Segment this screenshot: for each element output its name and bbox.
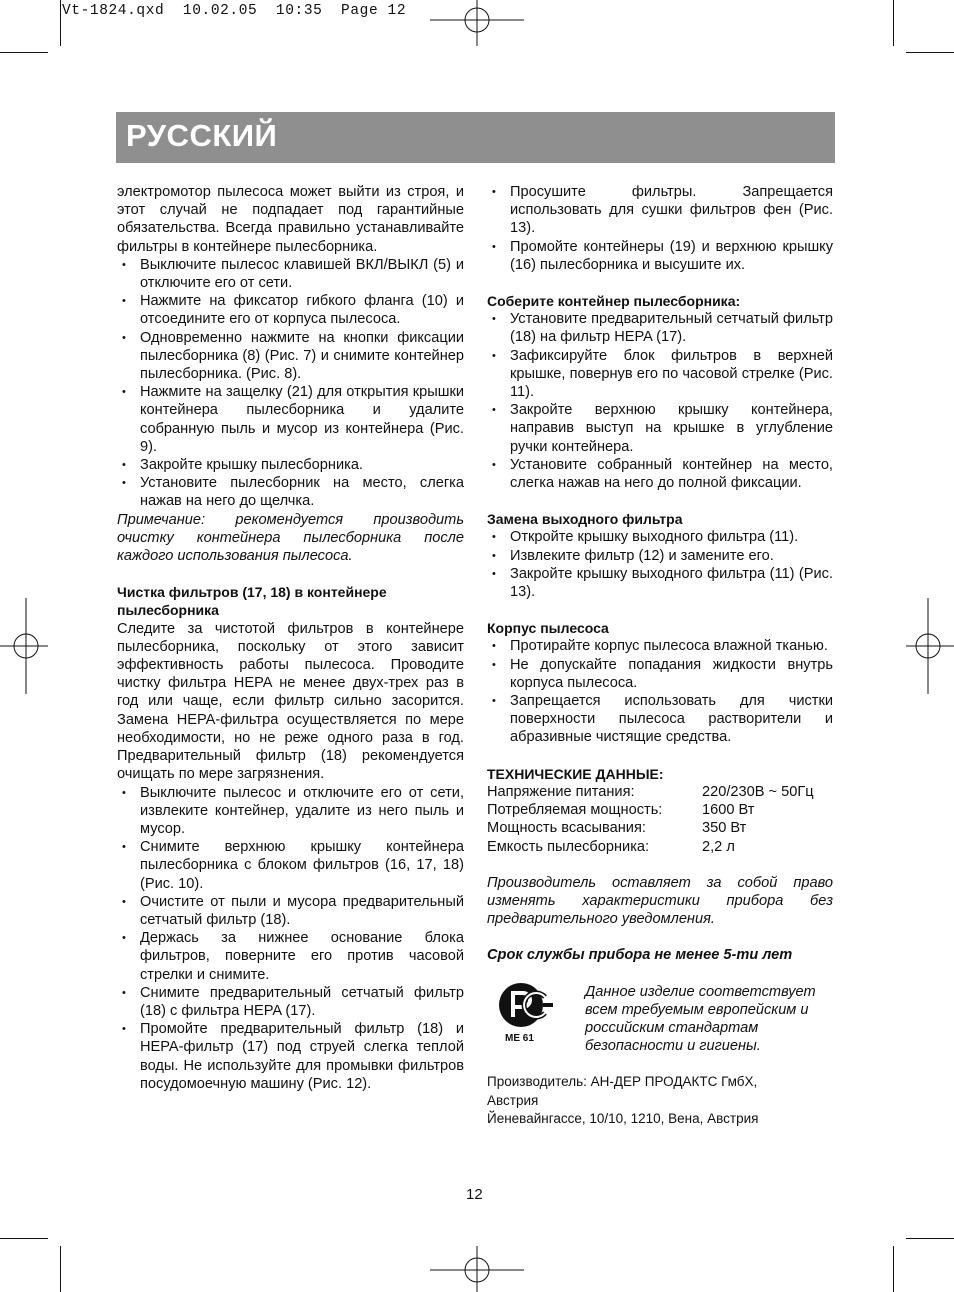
list-item: • Закройте крышку пылесборника. (117, 456, 464, 474)
crop-mark (906, 1238, 954, 1239)
page-number: 12 (466, 1186, 483, 1203)
print-slug: Vt-1824.qxd 10.02.05 10:35 Page 12 (62, 3, 407, 19)
crop-mark (0, 52, 48, 53)
list-item: • Просушите фильтры. Запрещается использовать для сушки фильтров фен (Рис. 13). (487, 183, 833, 238)
list-item: • Снимите предварительный сетчатый фильтр (18) с фильтра HEPA (17). (117, 984, 464, 1020)
crop-mark (60, 0, 61, 46)
list-item: • Установите пылесборник на место, слегка нажав на него до щелчка. (117, 474, 464, 510)
tech-data-heading: ТЕХНИЧЕСКИЕ ДАННЫЕ: (487, 765, 664, 782)
cert-code: ME 61 (505, 1032, 534, 1044)
intro-paragraph: электромотор пылесоса может выйти из строя, и этот случай не подпадает под гарантийные обязательства. Всегда правильно устанавливайте фильтры в контейнере пылесборника. (117, 184, 464, 255)
crop-mark (906, 52, 954, 53)
crop-mark (0, 1238, 48, 1239)
crop-mark (60, 1246, 61, 1292)
registration-mark-icon (430, 1246, 524, 1292)
section-heading: Чистка фильтров (17, 18) в контейнере пылесборника (117, 584, 387, 619)
certification-logo (487, 983, 585, 1053)
list-item: • Закройте верхнюю крышку контейнера, направив выступ на крышке в углубление ручки контейнера. (487, 401, 833, 456)
service-life: Срок службы прибора не менее 5-ти лет (487, 947, 793, 964)
list-item: • Запрещается использовать для чистки поверхности пылесоса растворители и абразивные чистящие средства. (487, 692, 833, 747)
cert-text: Данное изделие соответствует всем требуемым европейским и российским стандартам безопасности и гигиены. (585, 983, 816, 1055)
list-item: • Не допускайте попадания жидкости внутрь корпуса пылесоса. (487, 656, 833, 692)
list-item: • Протирайте корпус пылесоса влажной тканью. (487, 637, 833, 655)
spec-value: 220/230В ~ 50Гц (702, 783, 814, 800)
list-item: • Извлеките фильтр (12) и замените его. (487, 547, 833, 565)
manufacturer-country: Австрия (487, 1092, 539, 1108)
registration-mark-icon (0, 598, 48, 694)
language-banner (116, 112, 835, 163)
section-heading: Корпус пылесоса (487, 620, 609, 637)
manufacturer-address: Йеневайнгассе, 10/10, 1210, Вена, Австрия (487, 1110, 759, 1126)
spec-value: 2,2 л (702, 838, 735, 855)
spec-row (487, 801, 833, 819)
list-item: • Выключите пылесос и отключите его от сети, извлеките контейнер, удалите из него пыль и мусор. (117, 784, 464, 839)
list-item: • Нажмите на фиксатор гибкого фланга (10) и отсоедините его от корпуса пылесоса. (117, 292, 464, 328)
list-item: • Зафиксируйте блок фильтров в верхней крышке, повернув его по часовой стрелке (Рис. 11). (487, 347, 833, 402)
spec-label: Напряжение питания: (487, 783, 635, 800)
list-item: • Нажмите на защелку (21) для открытия крышки контейнера пылесборника и удалите собранную пыль и мусор из контейнера (Рис. 9). (117, 383, 464, 456)
filters-paragraph: Следите за чистотой фильтров в контейнере пылесборника, поскольку от этого зависит эффективность работы пылесоса. Проводите чистку фильтра HEPA не менее двух-трех раз в год или чаще, если фильтр сильно засорится. Замена HEPA-фильтра осуществляется по мере необходимости, но не реже одного раза в год. Предварительный фильтр (18) рекомендуется очищать по мере загрязнения. (117, 620, 464, 783)
spec-row (487, 783, 833, 801)
banner-title: РУССКИЙ (126, 118, 278, 153)
section-heading: Замена выходного фильтра (487, 511, 683, 528)
list-item: • Закройте крышку выходного фильтра (11) (Рис. 13). (487, 565, 833, 601)
crop-mark (893, 1246, 894, 1292)
spec-row (487, 838, 833, 856)
registration-mark-icon (906, 598, 954, 694)
list-item: • Откройте крышку выходного фильтра (11). (487, 528, 833, 546)
note-paragraph: Примечание: рекомендуется производить очистку контейнера пылесборника после каждого использования пылесоса. (117, 511, 464, 565)
list-item: • Держась за нижнее основание блока фильтров, поверните его против часовой стрелки и снимите. (117, 929, 464, 984)
list-item: • Выключите пылесос клавишей ВКЛ/ВЫКЛ (5) и отключите его от сети. (117, 256, 464, 292)
spec-label: Емкость пылесборника: (487, 838, 650, 855)
list-item: • Одновременно нажмите на кнопки фиксации пылесборника (8) (Рис. 7) и снимите контейнер пылесборника. (Рис. 8). (117, 329, 464, 384)
list-item: • Снимите верхнюю крышку контейнера пылесборника с блоком фильтров (16, 17, 18) (Рис. 10). (117, 838, 464, 893)
list-item: • Очистите от пыли и мусора предварительный сетчатый фильтр (18). (117, 893, 464, 929)
right-column (487, 183, 833, 1128)
list-item: • Промойте предварительный фильтр (18) и HEPA-фильтр (17) под струей слегка теплой воды. Не используйте для промывки фильтров посудомоечную машину (Рис. 12). (117, 1020, 464, 1093)
spec-row (487, 819, 833, 837)
spec-value: 1600 Вт (702, 802, 755, 819)
section-heading: Соберите контейнер пылесборника: (487, 293, 741, 310)
spec-label: Мощность всасывания: (487, 820, 646, 837)
spec-label: Потребляемая мощность: (487, 802, 663, 819)
manufacturer-line: Производитель: АН-ДЕР ПРОДАКТС ГмбХ, (487, 1074, 758, 1090)
list-item: • Установите собранный контейнер на место, слегка нажав на него до полной фиксации. (487, 456, 833, 492)
crop-mark (893, 0, 894, 46)
spec-value: 350 Вт (702, 820, 747, 837)
certification-block (487, 983, 833, 1056)
left-column (117, 183, 464, 1093)
list-item: • Промойте контейнеры (19) и верхнюю крышку (16) пылесборника и высушите их. (487, 238, 833, 274)
manufacturer-note: Производитель оставляет за собой право изменять характеристики прибора без предварительного уведомления. (487, 874, 833, 928)
rostest-logo-icon (497, 981, 557, 1029)
registration-mark-icon (430, 0, 524, 46)
list-item: • Установите предварительный сетчатый фильтр (18) на фильтр HEPA (17). (487, 310, 833, 346)
